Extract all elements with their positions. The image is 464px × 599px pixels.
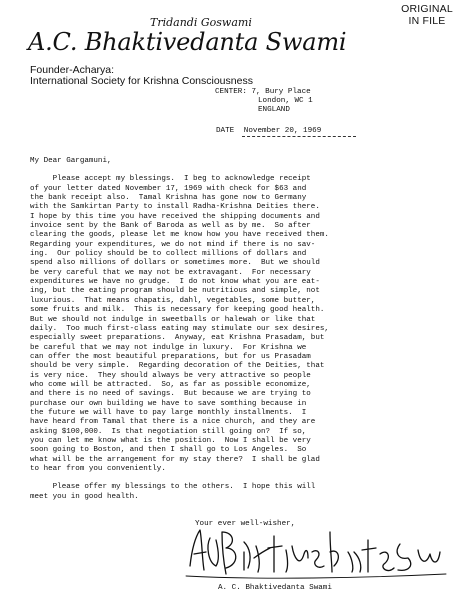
body-line: expenditures we have no grudge. I do not know what you are eat- <box>30 278 320 287</box>
body-line: Please accept my blessings. I beg to acknowledge receipt <box>30 175 311 184</box>
body-line: should be very simple. Regarding decoration of the Deities, that <box>30 362 325 371</box>
address-line-3: ENGLAND <box>258 106 290 115</box>
body-line: be very careful that we may not be extravagant. For necessary <box>30 268 311 277</box>
body-line: ing. Our policy should be to collect millions of dollars and <box>30 250 307 259</box>
body-line: asking $100,000. Is that negotiation still going on? If so, <box>30 427 307 436</box>
body-line: the future we will have to pay large monthly installments. I <box>30 408 307 417</box>
letterhead-society: International Society for Krishna Consciousness <box>30 75 253 87</box>
paragraph-gap <box>30 474 440 483</box>
body-line: But we should not indulge in sweetballs or halewah or like that <box>30 315 316 324</box>
body-line: to hear from you conveniently. <box>30 465 166 473</box>
body-line: of your letter dated November 17, 1969 with check for $63 and <box>30 184 307 193</box>
body-line: the bank receipt also. Tamal Krishna has gone now to Germany <box>30 194 307 203</box>
date-label: DATE <box>216 127 235 135</box>
signed-name: A. C. Bhaktivedanta Swami <box>218 584 332 592</box>
body-line: ing, but the eating program should be nutritious and simple, not <box>30 287 320 296</box>
stamp-line-1: ORIGINAL <box>401 3 453 15</box>
body-line: some fruits and milk. This is necessary for keeping good health. <box>30 306 325 315</box>
paragraph-gap <box>30 166 440 175</box>
body-line: can offer the most beautiful preparations, but for us Prasadam <box>30 352 311 361</box>
body-line: soon going to Boston, and then I shall go to Los Angeles. So <box>30 446 307 455</box>
address-line-2: London, WC 1 <box>258 97 313 106</box>
body-paragraph-2 <box>30 483 440 502</box>
address-line-1: 7, Bury Place <box>251 88 311 96</box>
letterhead-name: A.C. Bhaktivedanta Swami <box>28 28 347 56</box>
body-line: meet you in good health. <box>30 492 139 501</box>
body-line: what will be the arrangement for my stay there? I shall be glad <box>30 455 320 464</box>
center-label: CENTER: <box>215 88 247 96</box>
letter-body <box>30 157 440 502</box>
letterhead-title: Tridandi Goswami <box>150 16 252 29</box>
letterhead-founder: Founder-Acharya: <box>30 64 115 76</box>
date-field <box>216 127 356 137</box>
body-line: luxurious. That means chapatis, dahl, vegetables, some butter, <box>30 296 316 305</box>
center-address <box>215 88 313 116</box>
body-line: is very nice. They should always be very attractive so people <box>30 371 311 380</box>
body-line: who come will be attracted. So, as far as possible economize, <box>30 380 311 389</box>
body-line: spend also millions of dollars or sometimes more. But we should <box>30 259 320 268</box>
body-line: Regarding your expenditures, we do not mind if there is no sav- <box>30 240 316 249</box>
stamp-line-2: IN FILE <box>408 15 446 27</box>
body-line: clearing the goods, please let me know how you have received them. <box>30 231 329 240</box>
body-line: especially sweet preparations. Anyway, eat Krishna Prasadam, but <box>30 334 325 343</box>
body-line: and there is no need of savings. But because we are trying to <box>30 390 311 399</box>
body-paragraph-1 <box>30 175 440 474</box>
date-value: November 20, 1969 <box>242 127 356 137</box>
body-line: purchase our own building we have to save somthing because in <box>30 399 307 408</box>
body-line: with the Samkirtan Party to install Radha-Krishna Deities there. <box>30 203 320 212</box>
body-line: you can let me know what is the position. Now I shall be very <box>30 436 311 445</box>
body-line: daily. Too much first-class eating may stimulate our sex desires, <box>30 324 329 333</box>
body-line: Please offer my blessings to the others. I hope this will <box>30 483 316 492</box>
salutation: My Dear Gargamuni, <box>30 157 112 165</box>
body-line: have heard from Tamal that there is a nice church, and they are <box>30 418 316 427</box>
closing: Your ever well-wisher, <box>195 520 296 528</box>
original-in-file-stamp <box>396 3 458 27</box>
body-line: be careful that we may not indulge in luxury. For Krishna we <box>30 343 307 352</box>
body-line: invoice sent by the Bank of Baroda as well as by me. So after <box>30 222 311 231</box>
body-line: I hope by this time you have received the shipping documents and <box>30 212 320 221</box>
